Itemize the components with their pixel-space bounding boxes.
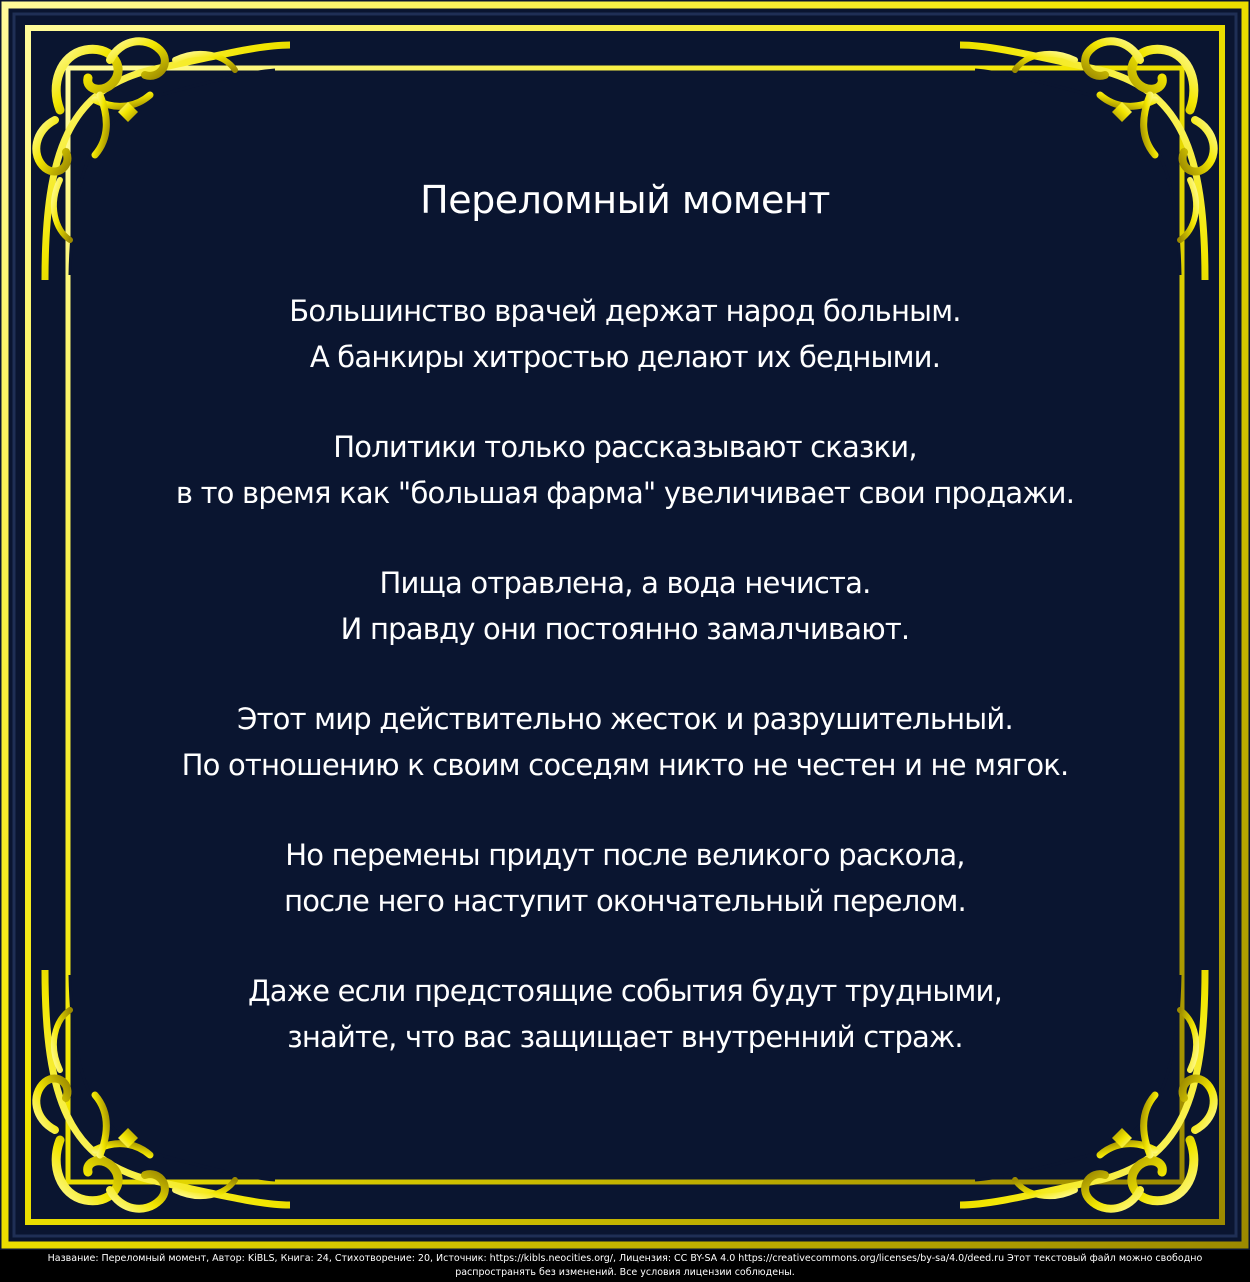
- poem-line: в то время как "большая фарма" увеличивает свои продажи.: [175, 476, 1075, 510]
- poem-line: Политики только рассказывают сказки,: [333, 430, 917, 464]
- stanza: [120, 288, 1130, 380]
- poem-line: Даже если предстоящие события будут трудными,: [247, 974, 1003, 1008]
- license-line: распространять без изменений. Все условия лицензии соблюдены.: [455, 1267, 795, 1278]
- poem-title: Переломный момент: [420, 178, 830, 222]
- stanza: [120, 560, 1130, 652]
- stanza: [120, 424, 1130, 516]
- license-footer: [10, 1252, 1240, 1280]
- poem-line: И правду они постоянно замалчивают.: [340, 612, 910, 646]
- stanza: [120, 832, 1130, 924]
- stanza: [120, 696, 1130, 788]
- poem-line: По отношению к своим соседям никто не честен и не мягок.: [181, 748, 1069, 782]
- poem: [120, 170, 1130, 1104]
- poem-line: А банкиры хитростью делают их бедными.: [309, 340, 941, 374]
- poem-line: Этот мир действительно жесток и разрушительный.: [237, 702, 1013, 736]
- poem-line: знайте, что вас защищает внутренний страж.: [287, 1020, 963, 1054]
- poem-line: Большинство врачей держат народ больным.: [289, 294, 961, 328]
- poem-line: Но перемены придут после великого раскола,: [285, 838, 965, 872]
- license-line: Название: Переломный момент, Автор: KiBLS, Книга: 24, Стихотворение: 20, Источник: https://kibls.neocities.org/, Лицензия: CC BY-SA 4.0 https://creativecommons.org/licenses/by-sa/4.0/deed.ru Этот текстовый файл можно свободно: [47, 1253, 1203, 1264]
- poem-line: Пища отравлена, а вода нечиста.: [379, 566, 871, 600]
- stanza: [120, 968, 1130, 1060]
- poem-line: после него наступит окончательный перелом.: [284, 884, 966, 918]
